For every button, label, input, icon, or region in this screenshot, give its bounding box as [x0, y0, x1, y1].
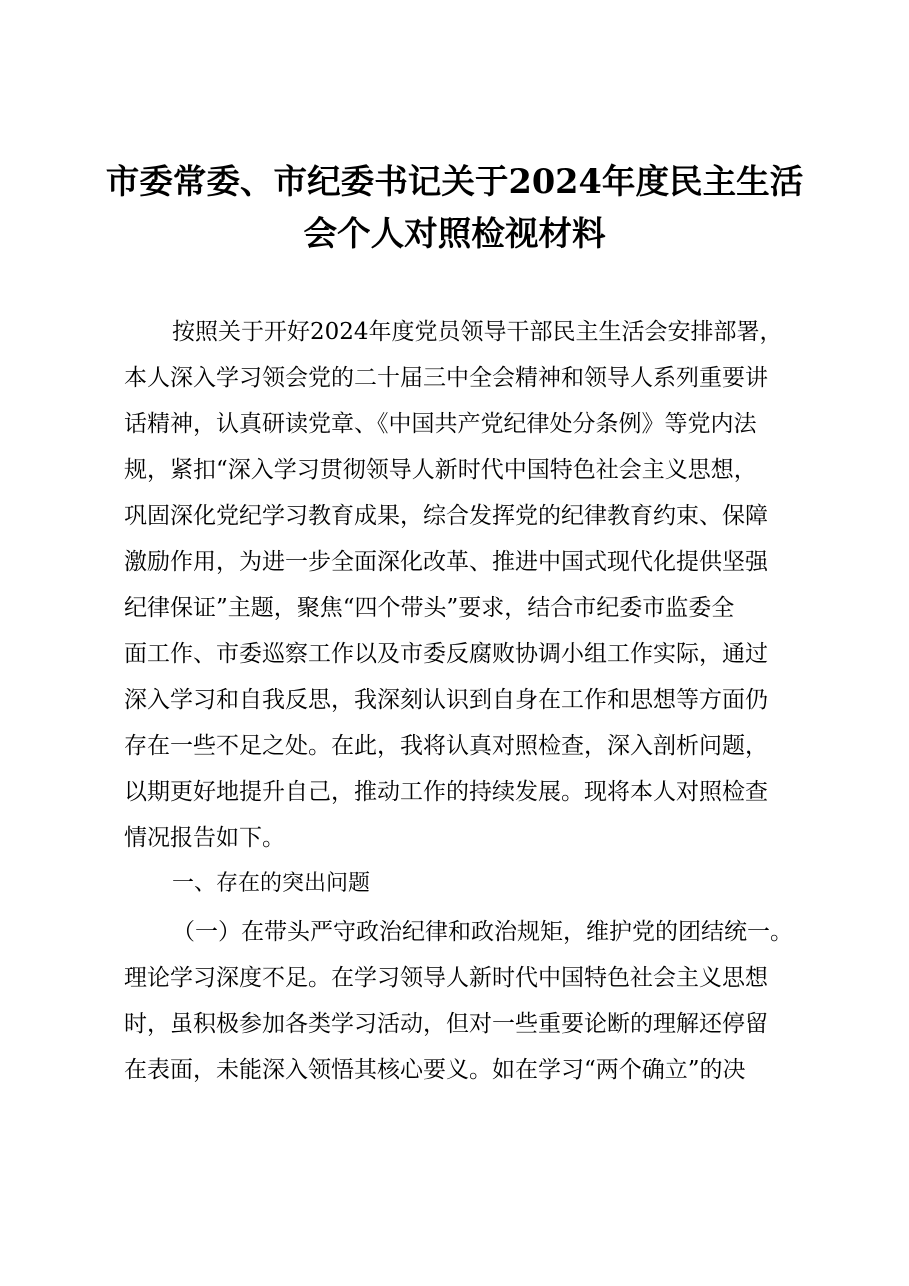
intro-line: 本人深入学习领会党的二十届三中全会精神和领导人系列重要讲 [124, 365, 768, 391]
intro-line: 规，紧扣“深入学习贯彻领导人新时代中国特色社会主义思想， [124, 457, 757, 483]
section-heading: 一、存在的突出问题 [172, 871, 371, 896]
title-line-2: 会个人对照检视材料 [303, 213, 606, 253]
title-line-1: 市委常委、市纪委书记关于2024年度民主生活 [105, 161, 804, 201]
subsection-line: 时，虽积极参加各类学习活动，但对一些重要论断的理解还停留 [124, 1011, 768, 1037]
intro-line: 情况报告如下。 [124, 825, 285, 851]
subsection-line: 在表面，未能深入领悟其核心要义。如在学习“两个确立”的决 [124, 1057, 746, 1083]
intro-line: 话精神，认真研读党章、《中国共产党纪律处分条例》等党内法 [124, 411, 757, 437]
subsection-line: （一）在带头严守政治纪律和政治规矩，维护党的团结统一。 [172, 919, 793, 945]
intro-line: 面工作、市委巡察工作以及市委反腐败协调小组工作实际，通过 [124, 641, 768, 667]
subsection-line: 理论学习深度不足。在学习领导人新时代中国特色社会主义思想 [124, 965, 768, 991]
document-title [100, 155, 809, 259]
intro-line: 深入学习和自我反思，我深刻认识到自身在工作和思想等方面仍 [124, 687, 768, 713]
intro-line: 以期更好地提升自己，推动工作的持续发展。现将本人对照检查 [124, 779, 768, 805]
intro-line: 按照关于开好2024年度党员领导干部民主生活会安排部署， [172, 319, 783, 345]
intro-line: 存在一些不足之处。在此，我将认真对照检查，深入剖析问题， [124, 733, 768, 759]
intro-line: 激励作用，为进一步全面深化改革、推进中国式现代化提供坚强 [124, 549, 768, 575]
intro-line: 巩固深化党纪学习教育成果，综合发挥党的纪律教育约束、保障 [124, 503, 768, 529]
intro-line: 纪律保证”主题，聚焦“四个带头”要求，结合市纪委市监委全 [124, 595, 735, 621]
